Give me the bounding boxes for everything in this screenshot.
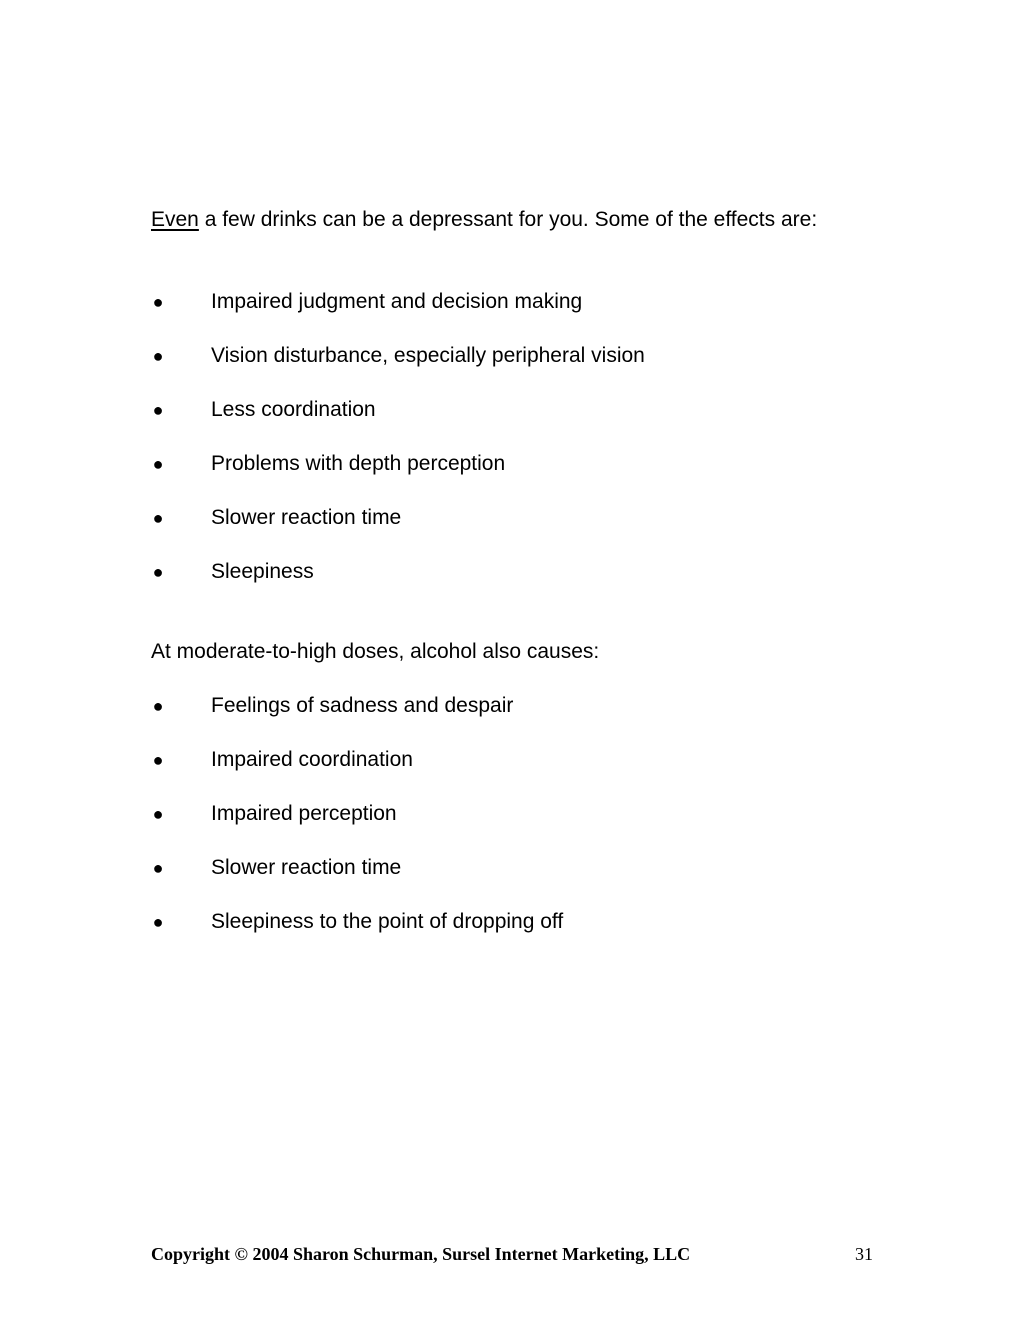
intro-paragraph	[151, 206, 873, 233]
list-item-text: Sleepiness to the point of dropping off	[211, 910, 564, 933]
bullet-icon: ●	[152, 508, 164, 528]
list-item-text: Impaired judgment and decision making	[211, 290, 583, 313]
bullet-icon: ●	[152, 912, 164, 932]
list-item	[151, 560, 873, 584]
effects-list	[151, 290, 873, 614]
list-item-text: Impaired perception	[211, 802, 397, 825]
page-footer	[151, 1242, 873, 1266]
list-item	[151, 910, 873, 934]
list-item-text: Feelings of sadness and despair	[211, 694, 514, 717]
bullet-icon: ●	[152, 562, 164, 582]
bullet-icon: ●	[152, 346, 164, 366]
intro-emphasis: Even	[151, 208, 199, 231]
list-item	[151, 506, 873, 530]
bullet-icon: ●	[152, 400, 164, 420]
list-item-text: Sleepiness	[211, 560, 314, 583]
bullet-icon: ●	[152, 750, 164, 770]
list-item	[151, 856, 873, 880]
list-item	[151, 748, 873, 772]
list-item	[151, 452, 873, 476]
list-item-text: Slower reaction time	[211, 856, 402, 879]
bullet-icon: ●	[152, 292, 164, 312]
page-number: 31	[855, 1244, 873, 1264]
bullet-icon: ●	[152, 454, 164, 474]
list-item	[151, 694, 873, 718]
intro-text: a few drinks can be a depressant for you. Some of the effects are:	[198, 208, 818, 231]
list-item	[151, 344, 873, 368]
moderate-effects-list	[151, 694, 873, 964]
list-item-text: Less coordination	[211, 398, 376, 421]
copyright-notice: Copyright © 2004 Sharon Schurman, Sursel Internet Marketing, LLC	[151, 1244, 691, 1264]
list-item-text: Impaired coordination	[211, 748, 413, 771]
list-item	[151, 290, 873, 314]
list-item	[151, 802, 873, 826]
bullet-icon: ●	[152, 804, 164, 824]
list-item-text: Problems with depth perception	[211, 452, 506, 475]
bullet-icon: ●	[152, 858, 164, 878]
list-item-text: Slower reaction time	[211, 506, 402, 529]
moderate-dose-paragraph: At moderate-to-high doses, alcohol also causes:	[151, 640, 600, 663]
list-item-text: Vision disturbance, especially peripheral vision	[211, 344, 645, 367]
bullet-icon: ●	[152, 696, 164, 716]
list-item	[151, 398, 873, 422]
